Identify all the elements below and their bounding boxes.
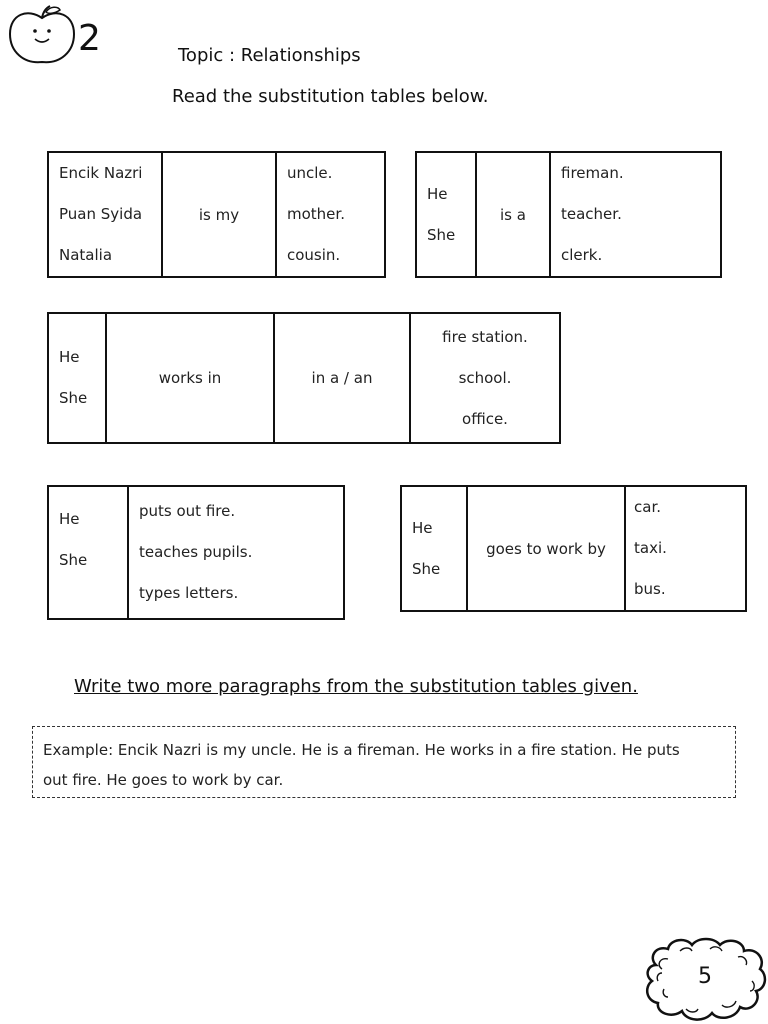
pronouns-column bbox=[48, 486, 128, 619]
transport-column bbox=[625, 486, 746, 611]
example-line: out fire. He goes to work by car. bbox=[43, 771, 284, 789]
substitution-table-3 bbox=[47, 312, 561, 444]
table3-verb: works in bbox=[106, 313, 274, 443]
table5-pronoun: He bbox=[412, 518, 433, 537]
table3-pronoun: He bbox=[59, 348, 80, 366]
table1-object: cousin. bbox=[287, 246, 341, 264]
table2-verb: is a bbox=[476, 152, 550, 277]
objects-column bbox=[276, 152, 385, 277]
pronouns-column bbox=[401, 486, 467, 611]
unit-number: 2 bbox=[78, 18, 101, 59]
substitution-table-5 bbox=[400, 485, 747, 612]
table5-pronoun: She bbox=[412, 559, 441, 578]
table4-action: puts out fire. bbox=[139, 502, 236, 520]
instruction-text: Read the substitution tables below. bbox=[172, 86, 489, 107]
table3-article: in a / an bbox=[274, 313, 410, 443]
table1-verb: is my bbox=[162, 152, 276, 277]
table2-job: clerk. bbox=[561, 246, 603, 264]
table4-action: teaches pupils. bbox=[139, 543, 253, 561]
table2-job: fireman. bbox=[561, 164, 624, 182]
table1-object: mother. bbox=[287, 205, 345, 223]
substitution-table-1 bbox=[47, 151, 386, 278]
table2-pronoun: He bbox=[427, 184, 448, 203]
table4-action: types letters. bbox=[139, 584, 239, 602]
table5-transport: bus. bbox=[634, 580, 666, 598]
table3-place: school. bbox=[458, 368, 512, 387]
table5-transport: taxi. bbox=[634, 539, 667, 557]
page-number: 5 bbox=[698, 964, 712, 989]
pronouns-column bbox=[416, 152, 476, 277]
table1-subject: Puan Syida bbox=[59, 205, 143, 223]
actions-column bbox=[128, 486, 344, 619]
substitution-table-2 bbox=[415, 151, 722, 278]
table4-pronoun: She bbox=[59, 551, 88, 569]
table1-object: uncle. bbox=[287, 164, 333, 182]
pronouns-column bbox=[48, 313, 106, 443]
task-heading: Write two more paragraphs from the substitution tables given. bbox=[74, 676, 638, 697]
topic-title: Topic : Relationships bbox=[178, 45, 361, 66]
places-column bbox=[410, 313, 560, 443]
table3-place: fire station. bbox=[442, 327, 528, 346]
substitution-table-4 bbox=[47, 485, 345, 620]
table1-subject: Encik Nazri bbox=[59, 164, 143, 182]
example-box bbox=[32, 726, 736, 798]
table4-pronoun: He bbox=[59, 510, 80, 528]
example-line: Example: Encik Nazri is my uncle. He is a fireman. He works in a fire station. He puts bbox=[43, 741, 680, 759]
table3-place: office. bbox=[462, 409, 508, 428]
table1-subject: Natalia bbox=[59, 246, 113, 264]
subjects-column bbox=[48, 152, 162, 277]
table5-transport: car. bbox=[634, 498, 661, 516]
table2-job: teacher. bbox=[561, 205, 622, 223]
table3-pronoun: She bbox=[59, 389, 88, 407]
jobs-column bbox=[550, 152, 721, 277]
table5-verb: goes to work by bbox=[467, 486, 625, 611]
apple-face-icon bbox=[6, 4, 78, 66]
table2-pronoun: She bbox=[427, 225, 456, 244]
